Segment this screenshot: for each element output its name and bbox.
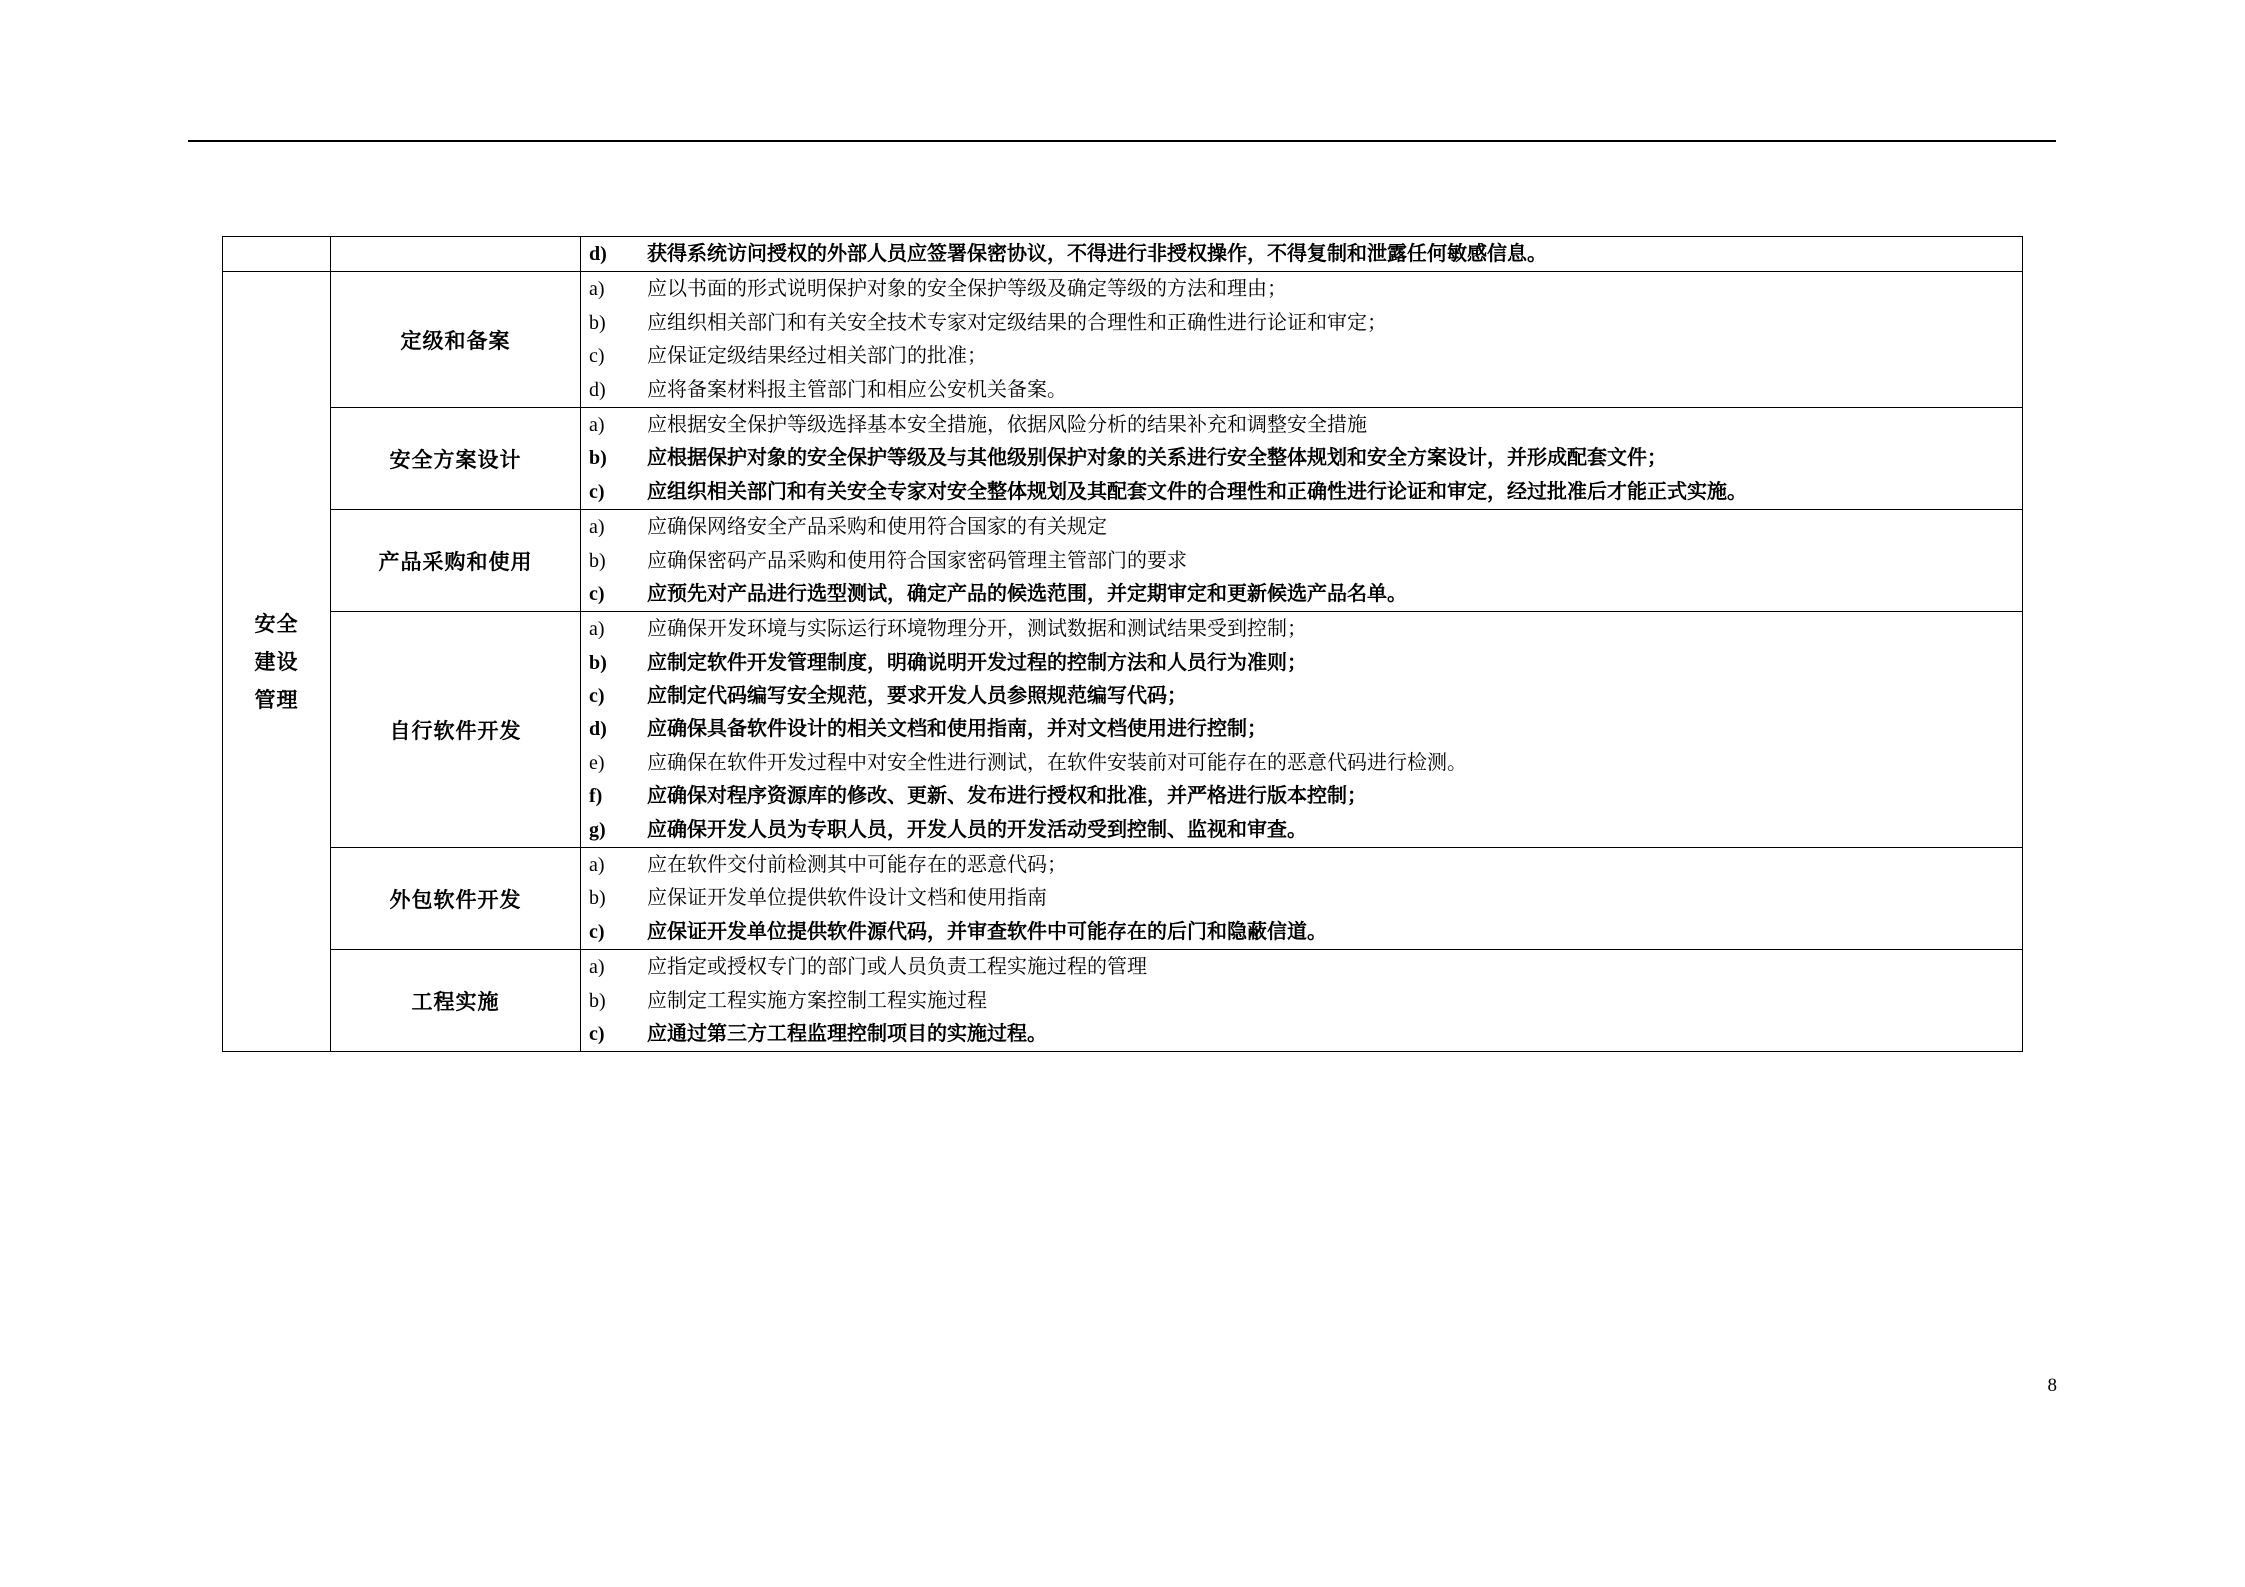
list-item: [581, 273, 2022, 305]
category-cell-empty: [223, 237, 331, 272]
list-item-marker: a): [589, 278, 605, 301]
requirement-list: [581, 950, 2023, 1052]
requirement-list: [581, 848, 2023, 950]
list-item-text: 应预先对产品进行选型测试，确定产品的候选范围，并定期审定和更新候选产品名单。: [647, 582, 1407, 605]
list-item-marker: d): [589, 378, 606, 401]
list-item-marker: a): [589, 413, 605, 436]
list-item: [581, 340, 2022, 372]
table-row: [223, 848, 2023, 950]
list-item-text: 应确保具备软件设计的相关文档和使用指南，并对文档使用进行控制；: [647, 718, 1267, 741]
list-item: [581, 238, 2022, 270]
list-item-marker: a): [589, 854, 605, 877]
table-body: [223, 237, 2023, 1052]
list-item-marker: a): [589, 618, 605, 641]
list-item-text: 应根据安全保护等级选择基本安全措施，依据风险分析的结果补充和调整安全措施: [647, 413, 1367, 436]
list-item: [581, 916, 2022, 948]
subcategory-cell: 产品采购和使用: [331, 510, 581, 612]
subcategory-cell: 自行软件开发: [331, 612, 581, 848]
list-item-marker: d): [589, 718, 607, 741]
list-item: [581, 307, 2022, 339]
requirements-table: [222, 236, 2023, 1052]
list-item: [581, 476, 2022, 508]
list-item-text: 应在软件交付前检测其中可能存在的恶意代码；: [647, 854, 1067, 877]
list-item-text: 获得系统访问授权的外部人员应签署保密协议，不得进行非授权操作，不得复制和泄露任何敏感信息。: [647, 243, 1547, 265]
list-item-text: 应以书面的形式说明保护对象的安全保护等级及确定等级的方法和理由；: [647, 278, 1287, 301]
subcategory-cell: 定级和备案: [331, 272, 581, 408]
list-item-marker: b): [589, 989, 606, 1012]
list-item-marker: c): [589, 920, 605, 943]
category-cell-security-construction-management: [223, 272, 331, 1052]
header-divider-rule: [188, 140, 2056, 142]
list-item-text: 应保证定级结果经过相关部门的批准；: [647, 345, 987, 368]
list-item: [581, 545, 2022, 577]
list-item-marker: c): [589, 345, 605, 368]
list-item-marker: b): [589, 651, 607, 674]
category-label-line-1: 安全: [254, 611, 299, 636]
list-item-text: 应制定软件开发管理制度，明确说明开发过程的控制方法和人员行为准则；: [647, 651, 1307, 674]
list-item-text: 应组织相关部门和有关安全专家对安全整体规划及其配套文件的合理性和正确性进行论证和审定，经过批准后才能正式实施。: [647, 480, 1747, 503]
list-item-marker: f): [589, 785, 603, 808]
list-item-marker: e): [589, 751, 605, 774]
table-row: [223, 950, 2023, 1052]
list-item-text: 应通过第三方工程监理控制项目的实施过程。: [647, 1022, 1047, 1045]
list-item-text: 应确保网络安全产品采购和使用符合国家的有关规定: [647, 516, 1107, 539]
list-item-text: 应确保开发人员为专职人员，开发人员的开发活动受到控制、监视和审查。: [647, 818, 1307, 841]
list-item: [581, 849, 2022, 881]
list-item-marker: b): [589, 447, 607, 470]
requirement-list: [581, 237, 2023, 272]
list-item-marker: b): [589, 311, 606, 334]
list-item: [581, 814, 2022, 846]
list-item-text: 应确保开发环境与实际运行环境物理分开，测试数据和测试结果受到控制；: [647, 618, 1307, 641]
list-item-text: 应指定或授权专门的部门或人员负责工程实施过程的管理: [647, 956, 1147, 979]
subcategory-cell: 外包软件开发: [331, 848, 581, 950]
list-item-text: 应制定工程实施方案控制工程实施过程: [647, 989, 987, 1012]
list-item-marker: a): [589, 956, 605, 979]
page-number: 8: [2047, 1375, 2057, 1396]
list-item: [581, 713, 2022, 745]
requirement-list: [581, 510, 2023, 612]
list-item: [581, 680, 2022, 712]
list-item-text: 应制定代码编写安全规范，要求开发人员参照规范编写代码；: [647, 685, 1187, 708]
table-row: [223, 237, 2023, 272]
table-row: [223, 407, 2023, 509]
list-item: [581, 882, 2022, 914]
list-item: [581, 409, 2022, 441]
list-item: [581, 511, 2022, 543]
list-item: [581, 578, 2022, 610]
list-item-text: 应保证开发单位提供软件源代码，并审查软件中可能存在的后门和隐蔽信道。: [647, 920, 1327, 943]
list-item-marker: a): [589, 516, 605, 539]
list-item: [581, 1018, 2022, 1050]
list-item-marker: b): [589, 887, 606, 910]
subcategory-cell: 安全方案设计: [331, 407, 581, 509]
list-item-text: 应确保密码产品采购和使用符合国家密码管理主管部门的要求: [647, 549, 1187, 572]
list-item: [581, 985, 2022, 1017]
list-item-text: 应确保对程序资源库的修改、更新、发布进行授权和批准，并严格进行版本控制；: [647, 785, 1367, 808]
list-item-text: 应保证开发单位提供软件设计文档和使用指南: [647, 887, 1047, 910]
list-item-marker: b): [589, 549, 606, 572]
list-item: [581, 780, 2022, 812]
list-item-text: 应根据保护对象的安全保护等级及与其他级别保护对象的关系进行安全整体规划和安全方案设计，并形成配套文件；: [647, 447, 1667, 470]
table-row: [223, 272, 2023, 408]
table-row: [223, 510, 2023, 612]
category-label-line-2: 建设: [254, 649, 299, 674]
subcategory-cell-empty: [331, 237, 581, 272]
list-item-marker: c): [589, 480, 605, 503]
list-item-marker: c): [589, 582, 605, 605]
requirement-list: [581, 272, 2023, 408]
table-row: [223, 612, 2023, 848]
list-item-marker: g): [589, 818, 606, 841]
requirement-list: [581, 612, 2023, 848]
list-item-marker: d): [589, 243, 607, 265]
list-item-text: 应确保在软件开发过程中对安全性进行测试，在软件安装前对可能存在的恶意代码进行检测。: [647, 751, 1467, 774]
list-item: [581, 442, 2022, 474]
list-item: [581, 647, 2022, 679]
list-item: [581, 613, 2022, 645]
list-item-marker: c): [589, 1022, 605, 1045]
list-item-text: 应将备案材料报主管部门和相应公安机关备案。: [647, 378, 1067, 401]
requirement-list: [581, 407, 2023, 509]
list-item-marker: c): [589, 685, 605, 708]
list-item: [581, 747, 2022, 779]
list-item: [581, 374, 2022, 406]
list-item-text: 应组织相关部门和有关安全技术专家对定级结果的合理性和正确性进行论证和审定；: [647, 311, 1387, 334]
list-item: [581, 951, 2022, 983]
category-label-line-3: 管理: [254, 687, 299, 712]
subcategory-cell: 工程实施: [331, 950, 581, 1052]
